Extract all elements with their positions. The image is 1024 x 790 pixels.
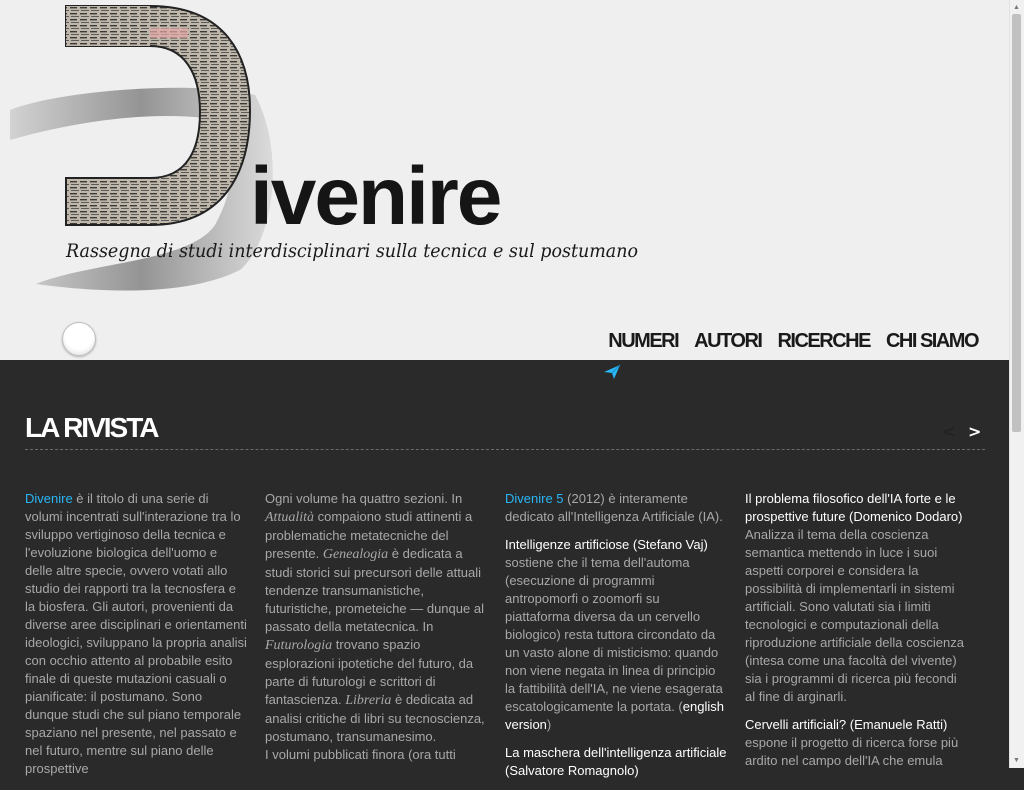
article-dodaro-title[interactable]: Il problema filosofico dell'IA forte e le prospettive future (Domenico Dodaro) bbox=[745, 491, 963, 524]
issue-intro bbox=[505, 490, 727, 526]
chevron-up-icon[interactable]: ▲ bbox=[1013, 4, 1020, 11]
volumes-paragraph: I volumi pubblicati finora (ora tutti bbox=[265, 747, 456, 762]
nav-item-autori[interactable]: AUTORI bbox=[694, 330, 762, 352]
sections-text-5: è dedicata ad analisi critiche di libri su tecnoscienza, postumano, transumanesimo. bbox=[265, 692, 485, 744]
intro-text: è il titolo di una serie di volumi incentrati sull'interazione tra lo sviluppo vertiginoso della tecnica e l'evoluzione biologica dell'uomo e delle altre specie, ovvero votati allo studio dei rapporti tra la tecnosfera e la biosfera. Gli autori, provenienti da diverse aree disciplinari e orientamenti ideologici, sviluppano la propria analisi con occhio attento al probabile esito finale di queste mutazioni casuali o pianificate: il postumano. Sono dunque studi che sul piano temporale spaziano nel presente, nel passato e nel futuro, mentre sul piano delle prospettive bbox=[25, 491, 247, 776]
next-arrow-button[interactable]: > bbox=[968, 422, 982, 441]
nav-item-ricerche[interactable]: RICERCHE bbox=[777, 330, 870, 352]
sections-text-4: trovano spazio esplorazioni ipotetiche del futuro, da parte di futurologi e scrittori di fantascienza. bbox=[265, 637, 474, 707]
article-vaj-text: sostiene che il tema dell'automa (esecuzione di programmi antropomorfi o zoomorfi su piattaforma diversa da un cervello biologico) resta tuttora circondato da un vasto alone di misticismo: quando non viene negata in linea di principio la fattibilità dell'IA, ne viene esagerata escatologicamente la portata. ( bbox=[505, 555, 723, 714]
logo-tagline: Rassegna di studi interdisciplinari sulla tecnica e sul postumano bbox=[65, 240, 639, 262]
article-dodaro-text: Analizza il tema della coscienza semantica mettendo in luce i suoi aspetti corporei e considera la possibilità di implementarli in sistemi artificiali. Sono valutati sia i limiti tecnologici e computazionali della riproduzione artificiale della coscienza (intesa come una facoltà del vivente) sia i programmi di ricerca più fecondi al fine di arginarli. bbox=[745, 527, 964, 704]
article-vaj-title[interactable]: Intelligenze artificiose (Stefano Vaj) bbox=[505, 537, 708, 552]
main-content bbox=[0, 360, 1010, 778]
article-dodaro bbox=[745, 490, 967, 706]
section-divider bbox=[25, 449, 985, 450]
sections-paragraph bbox=[265, 490, 487, 746]
paper-plane-icon[interactable] bbox=[603, 364, 621, 380]
section-name-libreria: Libreria bbox=[345, 693, 392, 708]
article-romagnolo bbox=[505, 744, 727, 780]
divenire-5-link[interactable]: Divenire 5 bbox=[505, 491, 564, 506]
article-ratti-text: espone il progetto di ricerca forse più ardito nel campo dell'IA che emula bbox=[745, 735, 959, 768]
decorative-bubble bbox=[62, 322, 96, 356]
site-logo[interactable] bbox=[0, 0, 660, 300]
column-intro bbox=[25, 490, 247, 788]
column-sections bbox=[265, 490, 487, 774]
intro-paragraph bbox=[25, 490, 247, 778]
prev-arrow-button[interactable]: < bbox=[942, 422, 956, 441]
article-romagnolo-title[interactable]: La maschera dell'intelligenza artificiale (Salvatore Romagnolo) bbox=[505, 745, 727, 778]
vertical-scrollbar[interactable] bbox=[1009, 0, 1024, 768]
column-issue-5 bbox=[505, 490, 727, 790]
sections-text-2: compaiono studi attinenti a problematiche metatecniche del presente. bbox=[265, 509, 473, 561]
nav-item-numeri[interactable]: NUMERI bbox=[608, 330, 679, 352]
article-vaj bbox=[505, 536, 727, 734]
sections-text-3: è dedicata a studi storici sui precursori delle attuali tendenze transumanistiche, futuristiche, prometeiche — dunque al passato della metatecnica. In bbox=[265, 546, 484, 634]
nav-item-chi-siamo[interactable]: CHI SIAMO bbox=[885, 330, 978, 352]
site-header bbox=[0, 0, 1010, 360]
article-vaj-end: ) bbox=[546, 717, 552, 732]
chevron-down-icon[interactable]: ▼ bbox=[1013, 757, 1020, 764]
section-title: LA RIVISTA bbox=[25, 412, 158, 443]
divenire-link[interactable]: Divenire bbox=[25, 491, 73, 506]
column-issue-5-cont bbox=[745, 490, 967, 780]
logo-word: ivenire bbox=[250, 151, 501, 242]
issue-intro-text: (2012) è interamente dedicato all'Intelligenza Artificiale (IA). bbox=[505, 491, 723, 524]
article-ratti-title[interactable]: Cervelli artificiali? (Emanuele Ratti) bbox=[745, 717, 948, 732]
english-version-link[interactable]: english version bbox=[505, 699, 724, 732]
sections-text-1: Ogni volume ha quattro sezioni. In bbox=[265, 491, 463, 506]
section-name-futurologia: Futurologia bbox=[265, 638, 333, 653]
scrollbar-thumb[interactable] bbox=[1012, 14, 1021, 432]
section-name-attualita: Attualità bbox=[265, 510, 314, 525]
section-name-genealogia: Genealogia bbox=[322, 547, 389, 562]
main-nav bbox=[608, 330, 978, 353]
article-ratti bbox=[745, 716, 967, 770]
